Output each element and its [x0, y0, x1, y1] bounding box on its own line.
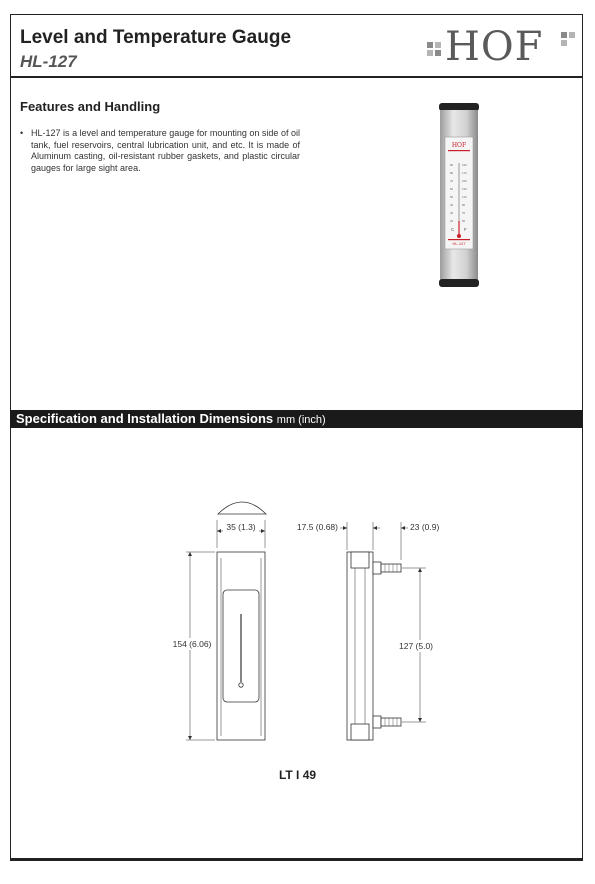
product-photo [436, 103, 482, 287]
svg-text:30: 30 [450, 211, 454, 215]
svg-text:50: 50 [462, 219, 466, 223]
svg-text:130: 130 [462, 187, 467, 191]
width-dimension: 35 (1.3) [226, 522, 256, 532]
svg-text:F: F [464, 227, 467, 232]
svg-text:70: 70 [450, 179, 454, 183]
spec-section-bar [10, 410, 583, 428]
height-dimension: 154 (6.06) [172, 639, 212, 649]
header [10, 14, 583, 78]
svg-text:80: 80 [450, 171, 454, 175]
svg-text:C: C [451, 227, 455, 232]
svg-text:50: 50 [450, 195, 454, 199]
centers-dimension: 127 (5.0) [398, 641, 434, 651]
logo-text: HOF [445, 24, 544, 70]
hof-logo [423, 24, 575, 70]
depth-front-dimension: 17.5 (0.68) [296, 522, 338, 532]
svg-text:70: 70 [462, 211, 466, 215]
svg-text:40: 40 [450, 203, 454, 207]
svg-text:90: 90 [450, 163, 454, 167]
svg-text:190: 190 [462, 163, 467, 167]
spec-title: Specification and Installation Dimensions mm (inch) [16, 411, 326, 426]
model-number: HL-127 [20, 52, 77, 71]
stud-dimension: 23 (0.9) [410, 522, 440, 532]
features-heading: Features and Handling [20, 99, 161, 114]
page-title: Level and Temperature Gauge [20, 27, 292, 48]
svg-text:20: 20 [450, 219, 454, 223]
svg-text:HL-127: HL-127 [452, 241, 466, 246]
features-list [20, 128, 300, 174]
feature-item: • HL-127 is a level and temperature gauge for mounting on side of oil tank, fuel reservoirs, central lubrication unit, and etc. It is made of Aluminum casting, oil-resistant rubber gaskets, and plastic circular gauges for large sight area. [20, 128, 300, 174]
svg-text:60: 60 [450, 187, 454, 191]
dimension-drawing [150, 490, 440, 750]
svg-text:110: 110 [462, 195, 467, 199]
svg-text:150: 150 [462, 179, 467, 183]
photo-logo: HOF [451, 142, 467, 149]
svg-text:90: 90 [462, 203, 466, 207]
drawing-model-label: LT I 49 [278, 768, 317, 782]
bottom-rule [10, 858, 583, 861]
spec-units: mm (inch) [276, 414, 326, 426]
svg-text:170: 170 [462, 171, 467, 175]
